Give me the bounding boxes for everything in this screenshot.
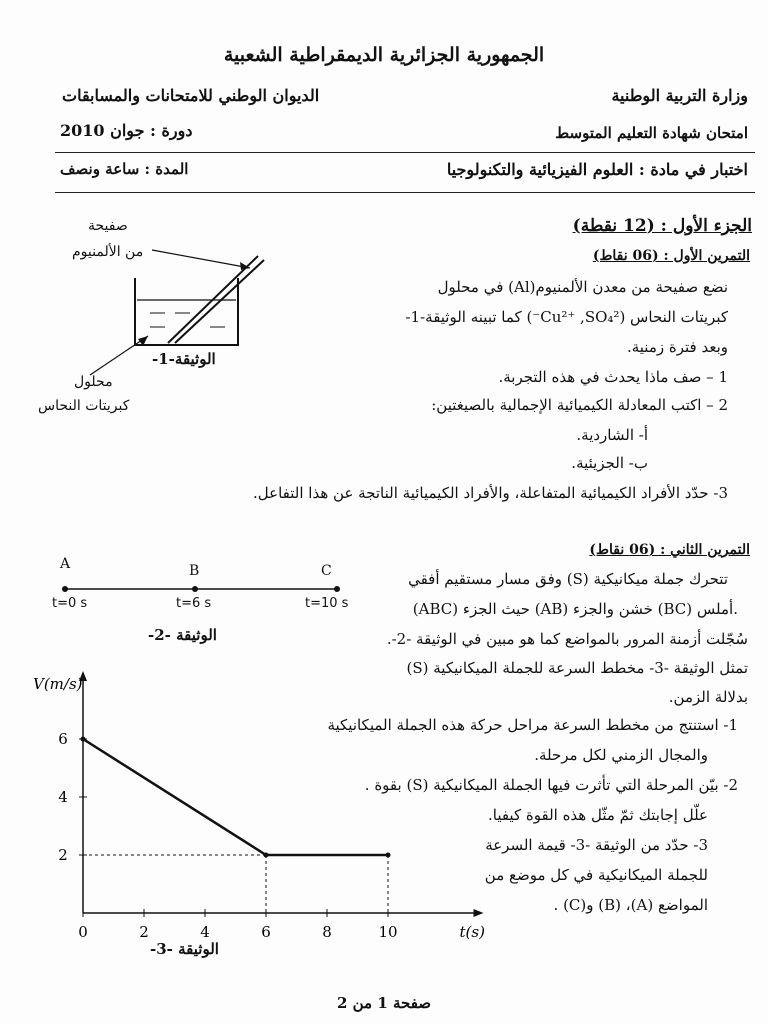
solution-label-2: كبريتات النحاس xyxy=(38,398,130,414)
ex1-q3: 3- حدّد الأفراد الكيميائية المتفاعلة، والأفراد الكيميائية الناتجة عن هذا التفاعل. xyxy=(253,484,728,502)
ex2-q3b: للجملة الميكانيكية في كل موضع من xyxy=(484,866,708,884)
ex1-line-1: نضع صفيحة من معدن الألمنيوم(Al) في محلول xyxy=(437,278,728,296)
page-footer: صفحة 1 من 2 xyxy=(336,994,432,1012)
ex1-line-3: وبعد فترة زمنية. xyxy=(626,338,728,356)
ex2-line-2: (ABC) حيث الجزء (AB) خشن والجزء (BC) أملس. xyxy=(412,600,738,618)
ministry-label: وزارة التربية الوطنية xyxy=(611,86,748,105)
ex2-q3c: المواضع (A)، (B) و(C) . xyxy=(553,896,708,914)
duration-label: المدة : ساعة ونصف xyxy=(60,160,189,178)
ex1-q1: 1 – صف ماذا يحدث في هذه التجربة. xyxy=(498,368,728,386)
ex2-q2b: علّل إجابتك ثمّ مثّل هذه القوة كيفيا. xyxy=(487,806,708,824)
y-tick-label: 2 xyxy=(58,846,68,864)
y-tick-label: 6 xyxy=(58,730,68,748)
time-a: t=0 s xyxy=(52,596,88,611)
time-c: t=10 s xyxy=(305,596,349,611)
ex2-q1b: والمجال الزمني لكل مرحلة. xyxy=(534,746,708,764)
y-axis-label: V(m/s) xyxy=(33,675,83,693)
office-label: الديوان الوطني للامتحانات والمسابقات xyxy=(62,86,320,105)
velocity-series-line xyxy=(83,739,388,855)
x-axis-label: t(s) xyxy=(459,923,485,941)
solution-label: محلول xyxy=(74,374,113,390)
ex2-line-4: تمثل الوثيقة -3- مخطط السرعة للجملة الميكانيكية (S) xyxy=(406,659,748,677)
ex1-q2: 2 – اكتب المعادلة الكيميائية الإجمالية بالصيغتين: xyxy=(431,396,728,414)
point-b: B xyxy=(189,563,200,579)
x-tick-label: 6 xyxy=(261,923,271,941)
doc3-caption: الوثيقة -3- xyxy=(150,940,219,958)
ex1-title: التمرين الأول : (06 نقاط) xyxy=(592,248,750,264)
ex2-q3: 3- حدّد من الوثيقة -3- قيمة السرعة xyxy=(485,836,708,854)
plate-label-2: من الألمنيوم xyxy=(72,244,144,260)
y-tick-label: 4 xyxy=(58,788,68,806)
part1-title: الجزء الأول : (12 نقطة) xyxy=(572,216,752,236)
doc2-caption: الوثيقة -2- xyxy=(148,626,217,644)
ex2-q1: 1- استنتج من مخطط السرعة مراحل حركة هذه الجملة الميكانيكية xyxy=(327,716,738,734)
ex1-line-2: كبريتات النحاس (Cu²⁺ ,SO₄²⁻) كما تبينه الوثيقة-1- xyxy=(405,308,728,326)
ex2-title: التمرين الثاني : (06 نقاط) xyxy=(589,542,750,558)
beaker-figure xyxy=(110,250,270,390)
republic-title: الجمهورية الجزائرية الديمقراطية الشعبية xyxy=(223,44,545,66)
session-label: دورة : جوان 2010 xyxy=(60,121,193,140)
x-tick-label: 8 xyxy=(322,923,332,941)
ex2-line-5: بدلالة الزمن. xyxy=(668,688,748,706)
ex2-q2: 2- بيّن المرحلة التي تأثرت فيها الجملة الميكانيكية (S) بقوة . xyxy=(364,776,738,794)
data-point xyxy=(81,737,86,742)
x-tick-label: 4 xyxy=(200,923,210,941)
subject-label: اختبار في مادة : العلوم الفيزيائية والتكنولوجيا xyxy=(446,160,748,179)
doc1-caption: الوثيقة-1- xyxy=(152,350,216,368)
divider-bottom xyxy=(55,192,755,193)
point-c: C xyxy=(321,563,332,579)
x-tick-label: 2 xyxy=(139,923,149,941)
x-tick-label: 0 xyxy=(78,923,88,941)
x-axis-arrow xyxy=(474,909,484,917)
ex2-line-1: تتحرك جملة ميكانيكية (S) وفق مسار مستقيم أفقي xyxy=(408,570,728,588)
data-point xyxy=(386,853,391,858)
x-tick-label: 10 xyxy=(378,923,398,941)
plate-label: صفيحة xyxy=(88,218,128,234)
data-point xyxy=(264,853,269,858)
ex1-q2b: ب- الجزيئية. xyxy=(571,454,648,472)
ex1-q2a: أ- الشاردية. xyxy=(576,426,648,444)
exam-label: امتحان شهادة التعليم المتوسط xyxy=(555,124,748,142)
velocity-chart xyxy=(20,665,485,945)
time-b: t=6 s xyxy=(176,596,212,611)
divider-top xyxy=(55,152,755,153)
point-a: A xyxy=(60,556,71,572)
ex2-line-3: سُجّلت أزمنة المرور بالمواضع كما هو مبين في الوثيقة -2-. xyxy=(386,630,748,648)
